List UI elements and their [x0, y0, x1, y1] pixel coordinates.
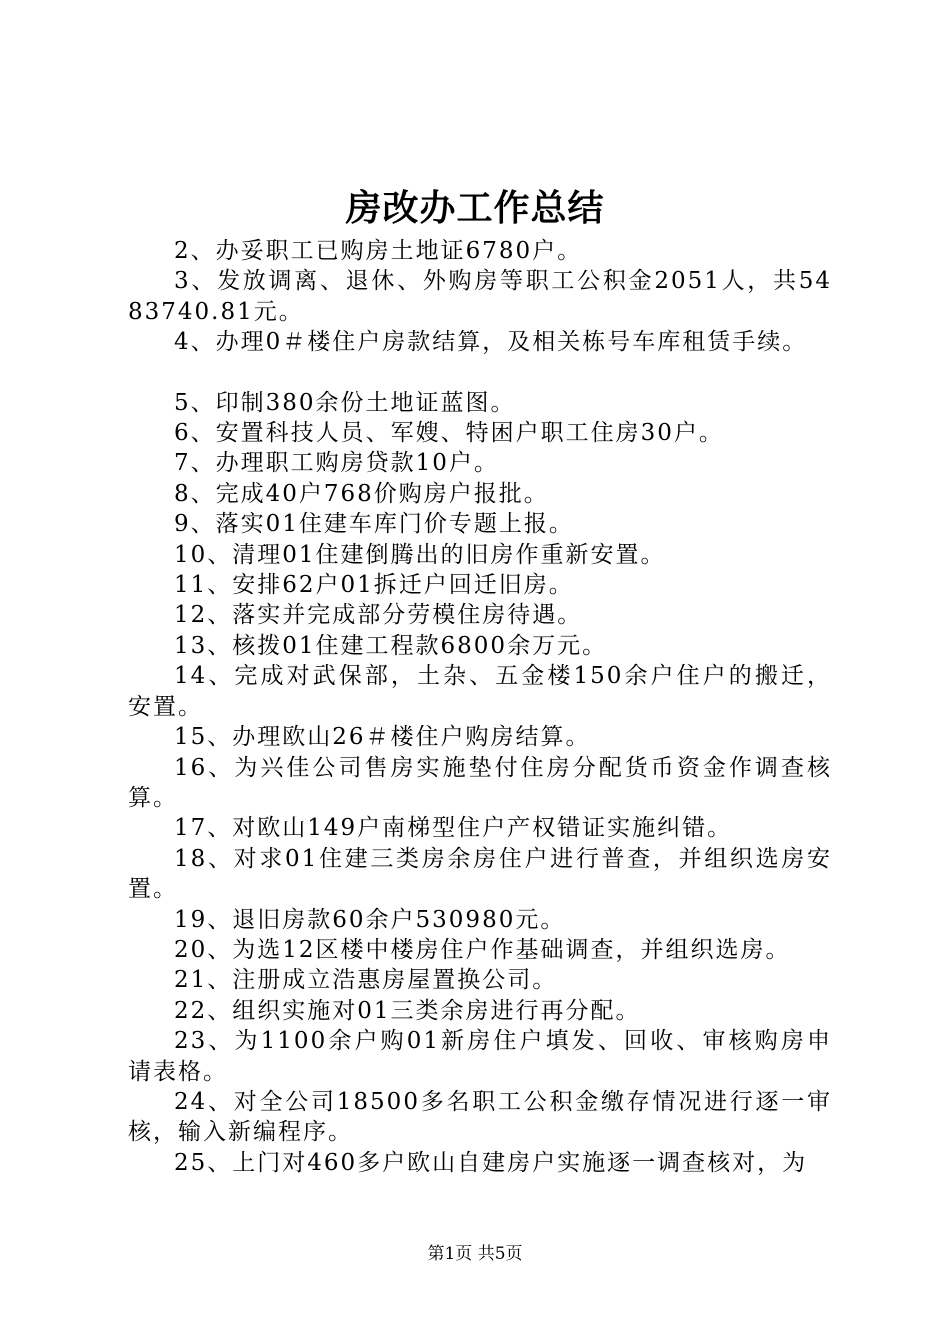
paragraph-17: 17、对欧山149户南梯型住户产权错证实施纠错。 — [174, 815, 733, 842]
paragraph-20: 20、为选12区楼中楼房住户作基础调查，并组织选房。 — [174, 936, 791, 963]
paragraph-4: 4、办理0＃楼住户房款结算，及相关栋号车库租赁手续。 — [174, 329, 808, 356]
paragraph-19: 19、退旧房款60余户530980元。 — [174, 906, 566, 933]
paragraph-6: 6、安置科技人员、军嫂、特困户职工住房30户。 — [174, 420, 724, 447]
paragraph-11: 11、安排62户01拆迁户回迁旧房。 — [174, 572, 574, 599]
paragraph-9: 9、落实01住建车库门价专题上报。 — [174, 511, 574, 538]
paragraph-24: 24、对全公司18500多名职工公积金缴存情况进行逐一审核，输入新编程序。 — [128, 1088, 832, 1146]
paragraph-14: 14、完成对武保部，土杂、五金楼150余户住户的搬迁，安置。 — [128, 663, 832, 720]
paragraph-22: 22、组织实施对01三类余房进行再分配。 — [174, 997, 641, 1024]
paragraph-8: 8、完成40户768价购房户报批。 — [174, 480, 549, 507]
paragraph-21: 21、注册成立浩惠房屋置换公司。 — [174, 967, 558, 994]
paragraph-5: 5、印制380余份土地证蓝图。 — [174, 389, 516, 416]
paragraph-7: 7、办理职工购房贷款10户。 — [174, 450, 499, 477]
paragraph-2: 2、办妥职工已购房土地证6780户。 — [174, 238, 583, 264]
blank-line — [128, 358, 832, 388]
page-footer: 第1页 共5页 — [427, 1244, 523, 1264]
paragraph-18: 18、对求01住建三类房余房住户进行普查，并组织选房安置。 — [128, 845, 832, 903]
paragraph-16: 16、为兴佳公司售房实施垫付住房分配货币资金作调查核算。 — [128, 754, 832, 811]
document-title: 房改办工作总结 — [345, 187, 605, 229]
paragraph-15: 15、办理欧山26＃楼住户购房结算。 — [174, 724, 591, 751]
paragraph-13: 13、核拨01住建工程款6800余万元。 — [174, 632, 608, 659]
paragraph-3: 3、发放调离、退休、外购房等职工公积金2051人，共5483740.81元。 — [128, 268, 832, 325]
paragraph-10: 10、清理01住建倒腾出的旧房作重新安置。 — [174, 541, 666, 568]
paragraph-23: 23、为1100余户购01新房住户填发、回收、审核购房申请表格。 — [128, 1028, 832, 1085]
document-body — [128, 236, 832, 1178]
paragraph-25: 25、上门对460多户欧山自建房户实施逐一调查核对，为 — [174, 1149, 808, 1176]
paragraph-12: 12、落实并完成部分劳模住房待遇。 — [174, 602, 583, 629]
